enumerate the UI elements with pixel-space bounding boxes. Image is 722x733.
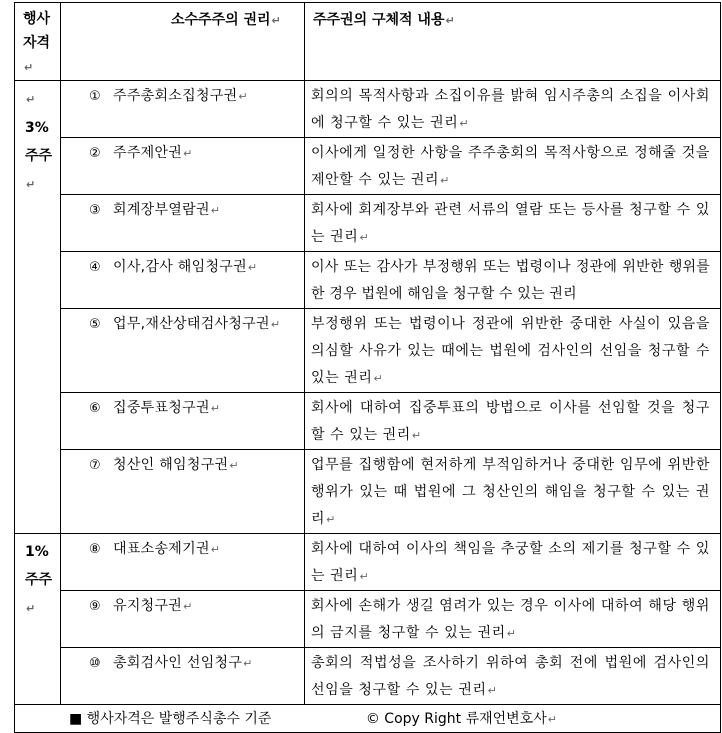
right-content-cell: 이사에게 일정한 사항을 주주총회의 목적사항으로 정해줄 것을 제안할 수 있는 권리↵ [305,138,721,195]
right-content-cell: 회사에 대하여 이사의 책임을 추궁할 소의 제기를 청구할 수 있는 권리↵ [305,534,721,591]
table-row [15,252,721,309]
right-name-cell: ⑦ 청산인 해임청구권↵ [61,450,305,534]
table-row [15,591,721,648]
header-content: 주주권의 구체적 내용↵ [305,3,721,81]
right-content-cell: 회의의 목적사항과 소집이유를 밝혀 임시주총의 소집을 이사회에 청구할 수 있는 권리↵ [305,81,721,138]
qualification-1-percent: 1% 주주↵ [15,534,61,705]
right-name-cell: ⑨ 유지청구권↵ [61,591,305,648]
header-rights: 소수주주의 권리↵ [61,3,305,81]
table-header-row [15,3,721,81]
rights-table-container [14,2,720,733]
table-footer: ■ 행사자격은 발행주식총수 기준 © Copy Right 류재언변호사↵ [15,705,721,733]
right-name-cell: ① 주주총회소집청구권↵ [61,81,305,138]
table-row [15,195,721,252]
right-content-cell: 총회의 적법성을 조사하기 위하여 총회 전에 법원에 검사인의 선임을 청구할 수 있는 권리↵ [305,648,721,705]
table-row [15,393,721,450]
right-content-cell: 회사에 대하여 집중투표의 방법으로 이사를 선임할 것을 청구할 수 있는 권리↵ [305,393,721,450]
right-name-cell: ④ 이사,감사 해임청구권↵ [61,252,305,309]
minority-shareholder-rights-table [14,2,721,733]
table-row [15,138,721,195]
right-content-cell: 회사에 회계장부와 관련 서류의 열람 또는 등사를 청구할 수 있는 권리↵ [305,195,721,252]
right-content-cell: 업무를 집행함에 현저하게 부적임하거나 중대한 임무에 위반한 행위가 있는 때 법원에 그 청산인의 해임을 청구할 수 있는 권리↵ [305,450,721,534]
right-name-cell: ② 주주제안권↵ [61,138,305,195]
right-name-cell: ③ 회계장부열람권↵ [61,195,305,252]
right-content-cell: 부정행위 또는 법령이나 정관에 위반한 중대한 사실이 있음을 의심할 사유가 있는 때에는 법원에 검사인의 선임을 청구할 수 있는 권리↵ [305,309,721,393]
table-row [15,534,721,591]
table-row [15,450,721,534]
table-row [15,81,721,138]
table-row [15,648,721,705]
right-content-cell: 이사 또는 감사가 부정행위 또는 법령이나 정관에 위반한 행위를 한 경우 법원에 해임을 청구할 수 있는 권리 [305,252,721,309]
header-qualification: 행사 자격↵ [15,3,61,81]
copyright-notice: © Copy Right 류재언변호사 [365,711,547,727]
right-name-cell: ⑩ 총회검사인 선임청구↵ [61,648,305,705]
right-name-cell: ⑥ 집중투표청구권↵ [61,393,305,450]
table-row [15,309,721,393]
qualification-3-percent: ↵ 3% 주주↵ [15,81,61,534]
right-name-cell: ⑧ 대표소송제기권↵ [61,534,305,591]
right-content-cell: 회사에 손해가 생길 염려가 있는 경우 이사에 대하여 해당 행위의 금지를 청구할 수 있는 권리↵ [305,591,721,648]
table-footer-row [15,705,721,733]
right-name-cell: ⑤ 업무,재산상태검사청구권↵ [61,309,305,393]
qualification-note: ■ 행사자격은 발행주식총수 기준 [69,711,272,727]
